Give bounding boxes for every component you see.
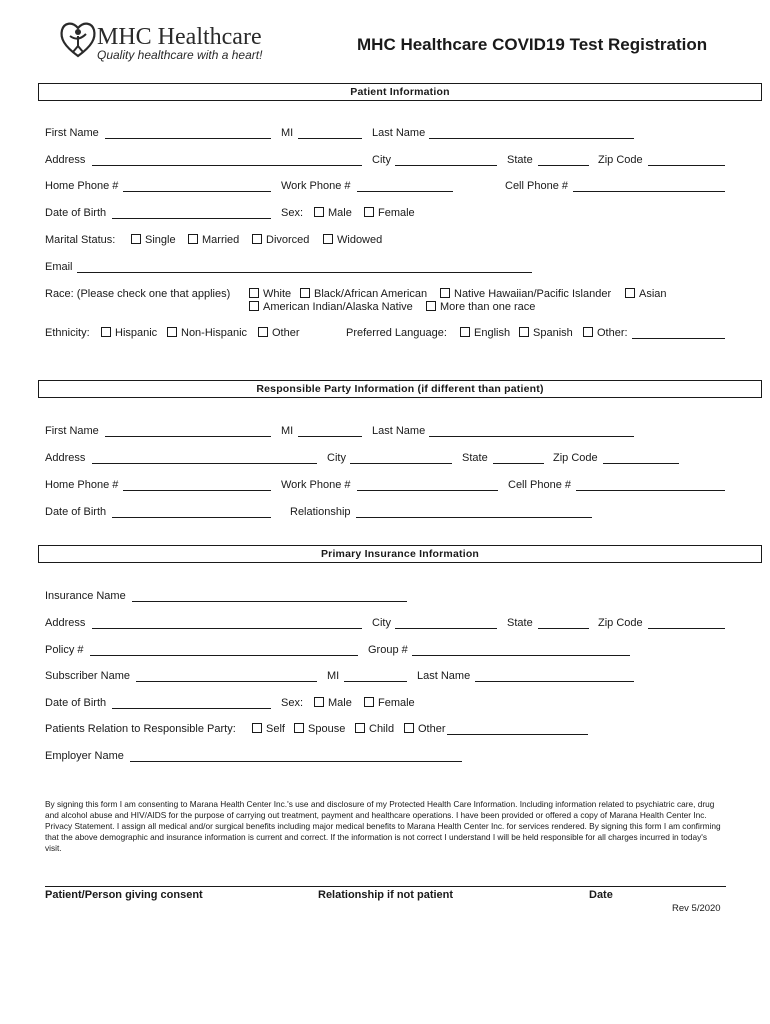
language-other-field[interactable]	[632, 338, 725, 339]
hispanic-label: Hispanic	[115, 327, 158, 339]
rp-dob-field[interactable]	[112, 517, 271, 518]
rp-cell-phone-label: Cell Phone #	[508, 479, 571, 491]
male-label: Male	[328, 697, 352, 709]
consent-statement: By signing this form I am consenting to Marana Health Center Inc.'s use and disclosure of my Protected Health Care Information. Including information related to psychiatric care, drug and alcohol abuse and HIV/AIDS for the purpose of carrying out treatment, payment and healthcare operations. I have been provided or offered a copy of Marana Health Center Inc. Privacy Statement. I assign all medical and/or surgical benefits including major medical benefits to Marana Health Center Inc. for services rendered. By signing this form I am confirming that the above demographic and insurance information is current and correct. If the information is not correct I understand I will be held responsible for all charges incurred in today's visit.	[45, 799, 721, 853]
marital-widowed-option[interactable]	[323, 234, 382, 246]
checkbox-icon[interactable]	[188, 234, 198, 244]
ins-zip-field[interactable]	[648, 628, 725, 629]
rp-mi-label: MI	[281, 425, 294, 437]
revision-label: Rev 5/2020	[672, 903, 721, 914]
rp-first-name-label: First Name	[45, 425, 99, 437]
employer-name-field[interactable]	[130, 761, 462, 762]
marital-single-option[interactable]	[131, 234, 176, 246]
sex-label: Sex:	[281, 207, 304, 219]
subscriber-mi-label: MI	[327, 670, 340, 682]
marital-status-label: Marital Status:	[45, 234, 116, 246]
section-patient-information: Patient Information	[38, 83, 762, 101]
group-field[interactable]	[412, 655, 630, 656]
state-label: State	[507, 154, 533, 166]
logo-tagline: Quality healthcare with a heart!	[97, 48, 263, 62]
other-label: Other	[418, 723, 446, 735]
rp-zip-field[interactable]	[603, 463, 679, 464]
spouse-label: Spouse	[308, 723, 346, 735]
ins-address-label: Address	[45, 617, 86, 629]
female-label: Female	[378, 207, 415, 219]
employer-name-label: Employer Name	[45, 750, 124, 762]
checkbox-icon[interactable]	[519, 327, 529, 337]
ethnicity-label: Ethnicity:	[45, 327, 90, 339]
cell-phone-label: Cell Phone #	[505, 180, 568, 192]
checkbox-icon[interactable]	[364, 207, 374, 217]
male-label: Male	[328, 207, 352, 219]
spanish-label: Spanish	[533, 327, 573, 339]
self-label: Self	[266, 723, 285, 735]
checkbox-icon[interactable]	[131, 234, 141, 244]
ethnicity-nonhispanic-option[interactable]	[167, 327, 247, 339]
race-multi-option[interactable]	[426, 301, 535, 313]
ins-zip-label: Zip Code	[598, 617, 643, 629]
city-field[interactable]	[395, 165, 497, 166]
relation-spouse-option[interactable]	[294, 723, 345, 735]
checkbox-icon[interactable]	[323, 234, 333, 244]
rp-address-field[interactable]	[92, 463, 317, 464]
ins-address-field[interactable]	[92, 628, 362, 629]
page-title: MHC Healthcare COVID19 Test Registration	[357, 35, 708, 54]
logo-name: MHC Healthcare	[97, 24, 262, 50]
work-phone-label: Work Phone #	[281, 180, 351, 192]
checkbox-icon[interactable]	[625, 288, 635, 298]
hawaiian-label: Native Hawaiian/Pacific Islander	[454, 288, 612, 300]
checkbox-icon[interactable]	[314, 207, 324, 217]
child-label: Child	[369, 723, 395, 735]
group-label: Group #	[368, 644, 408, 656]
subscriber-last-name-field[interactable]	[475, 681, 634, 682]
checkbox-icon[interactable]	[364, 697, 374, 707]
checkbox-icon[interactable]	[101, 327, 111, 337]
checkbox-icon[interactable]	[583, 327, 593, 337]
language-english-option[interactable]	[460, 327, 510, 339]
work-phone-field[interactable]	[357, 191, 453, 192]
rp-city-field[interactable]	[350, 463, 452, 464]
multi-label: More than one race	[440, 301, 536, 313]
rp-work-phone-label: Work Phone #	[281, 479, 351, 491]
female-label: Female	[378, 697, 415, 709]
first-name-label: First Name	[45, 127, 99, 139]
cell-phone-field[interactable]	[573, 191, 725, 192]
last-name-field[interactable]	[429, 138, 634, 139]
heart-logo-icon	[58, 18, 98, 60]
ins-state-label: State	[507, 617, 533, 629]
relation-other-field[interactable]	[447, 734, 588, 735]
section-primary-insurance: Primary Insurance Information	[38, 545, 762, 563]
language-other-option[interactable]	[583, 327, 628, 339]
rp-dob-label: Date of Birth	[45, 506, 107, 518]
race-native-option[interactable]	[249, 301, 413, 313]
ins-sex-female-option[interactable]	[364, 697, 415, 709]
relation-other-option[interactable]	[404, 723, 446, 735]
white-label: White	[263, 288, 292, 300]
address-label: Address	[45, 154, 86, 166]
other-colon-label: Other:	[597, 327, 628, 339]
city-label: City	[372, 154, 391, 166]
ins-dob-label: Date of Birth	[45, 697, 107, 709]
ins-city-label: City	[372, 617, 391, 629]
rp-address-label: Address	[45, 452, 86, 464]
english-label: English	[474, 327, 511, 339]
other-label: Other	[272, 327, 300, 339]
dob-label: Date of Birth	[45, 207, 107, 219]
race-black-option[interactable]	[300, 288, 427, 300]
rp-home-phone-label: Home Phone #	[45, 479, 119, 491]
relation-self-option[interactable]	[252, 723, 285, 735]
zip-field[interactable]	[648, 165, 725, 166]
checkbox-icon[interactable]	[440, 288, 450, 298]
nonhispanic-label: Non-Hispanic	[181, 327, 248, 339]
policy-field[interactable]	[90, 655, 358, 656]
asian-label: Asian	[639, 288, 667, 300]
divorced-label: Divorced	[266, 234, 310, 246]
rp-relationship-label: Relationship	[290, 506, 351, 518]
married-label: Married	[202, 234, 240, 246]
ins-sex-label: Sex:	[281, 697, 304, 709]
subscriber-name-label: Subscriber Name	[45, 670, 130, 682]
ins-dob-field[interactable]	[112, 708, 271, 709]
rp-city-label: City	[327, 452, 346, 464]
relation-child-option[interactable]	[355, 723, 394, 735]
home-phone-field[interactable]	[123, 191, 271, 192]
checkbox-icon[interactable]	[426, 301, 436, 311]
state-field[interactable]	[538, 165, 589, 166]
relation-rp-label: Patients Relation to Responsible Party:	[45, 723, 236, 735]
signature-date-label: Date	[589, 889, 613, 901]
checkbox-icon[interactable]	[300, 288, 310, 298]
rp-work-phone-field[interactable]	[357, 490, 498, 491]
rp-state-field[interactable]	[493, 463, 544, 464]
single-label: Single	[145, 234, 176, 246]
rp-zip-label: Zip Code	[553, 452, 598, 464]
widowed-label: Widowed	[337, 234, 383, 246]
first-name-field[interactable]	[105, 138, 271, 139]
black-label: Black/African American	[314, 288, 428, 300]
checkbox-icon[interactable]	[355, 723, 365, 733]
rp-last-name-label: Last Name	[372, 425, 426, 437]
ins-state-field[interactable]	[538, 628, 589, 629]
mi-field[interactable]	[298, 138, 362, 139]
subscriber-name-field[interactable]	[136, 681, 317, 682]
rp-cell-phone-field[interactable]	[576, 490, 725, 491]
last-name-label: Last Name	[372, 127, 426, 139]
zip-label: Zip Code	[598, 154, 643, 166]
checkbox-icon[interactable]	[314, 697, 324, 707]
checkbox-icon[interactable]	[252, 234, 262, 244]
address-field[interactable]	[92, 165, 362, 166]
sex-male-option[interactable]	[314, 207, 352, 219]
rp-state-label: State	[462, 452, 488, 464]
marital-divorced-option[interactable]	[252, 234, 309, 246]
home-phone-label: Home Phone #	[45, 180, 119, 192]
race-white-option[interactable]	[249, 288, 291, 300]
race-label: Race: (Please check one that applies)	[45, 288, 231, 300]
mi-label: MI	[281, 127, 294, 139]
checkbox-icon[interactable]	[249, 288, 259, 298]
rp-first-name-field[interactable]	[105, 436, 271, 437]
checkbox-icon[interactable]	[252, 723, 262, 733]
race-hawaiian-option[interactable]	[440, 288, 611, 300]
rp-mi-field[interactable]	[298, 436, 362, 437]
section-responsible-party: Responsible Party Information (if different than patient)	[38, 380, 762, 398]
signature-patient-label: Patient/Person giving consent	[45, 889, 203, 901]
rp-last-name-field[interactable]	[429, 436, 634, 437]
checkbox-icon[interactable]	[460, 327, 470, 337]
ins-city-field[interactable]	[395, 628, 497, 629]
insurance-name-label: Insurance Name	[45, 590, 126, 602]
email-field[interactable]	[77, 272, 532, 273]
subscriber-last-name-label: Last Name	[417, 670, 471, 682]
race-asian-option[interactable]	[625, 288, 667, 300]
insurance-name-field[interactable]	[132, 601, 407, 602]
marital-married-option[interactable]	[188, 234, 239, 246]
ins-sex-male-option[interactable]	[314, 697, 352, 709]
checkbox-icon[interactable]	[249, 301, 259, 311]
language-spanish-option[interactable]	[519, 327, 573, 339]
checkbox-icon[interactable]	[294, 723, 304, 733]
signature-line[interactable]	[45, 886, 726, 887]
email-label: Email	[45, 261, 73, 273]
preferred-language-label: Preferred Language:	[346, 327, 447, 339]
native-label: American Indian/Alaska Native	[263, 301, 413, 313]
checkbox-icon[interactable]	[167, 327, 177, 337]
ethnicity-hispanic-option[interactable]	[101, 327, 157, 339]
ethnicity-other-option[interactable]	[258, 327, 300, 339]
rp-relationship-field[interactable]	[356, 517, 592, 518]
checkbox-icon[interactable]	[404, 723, 414, 733]
checkbox-icon[interactable]	[258, 327, 268, 337]
dob-field[interactable]	[112, 218, 271, 219]
subscriber-mi-field[interactable]	[344, 681, 407, 682]
policy-label: Policy #	[45, 644, 84, 656]
sex-female-option[interactable]	[364, 207, 415, 219]
rp-home-phone-field[interactable]	[123, 490, 271, 491]
signature-relationship-label: Relationship if not patient	[318, 889, 454, 901]
